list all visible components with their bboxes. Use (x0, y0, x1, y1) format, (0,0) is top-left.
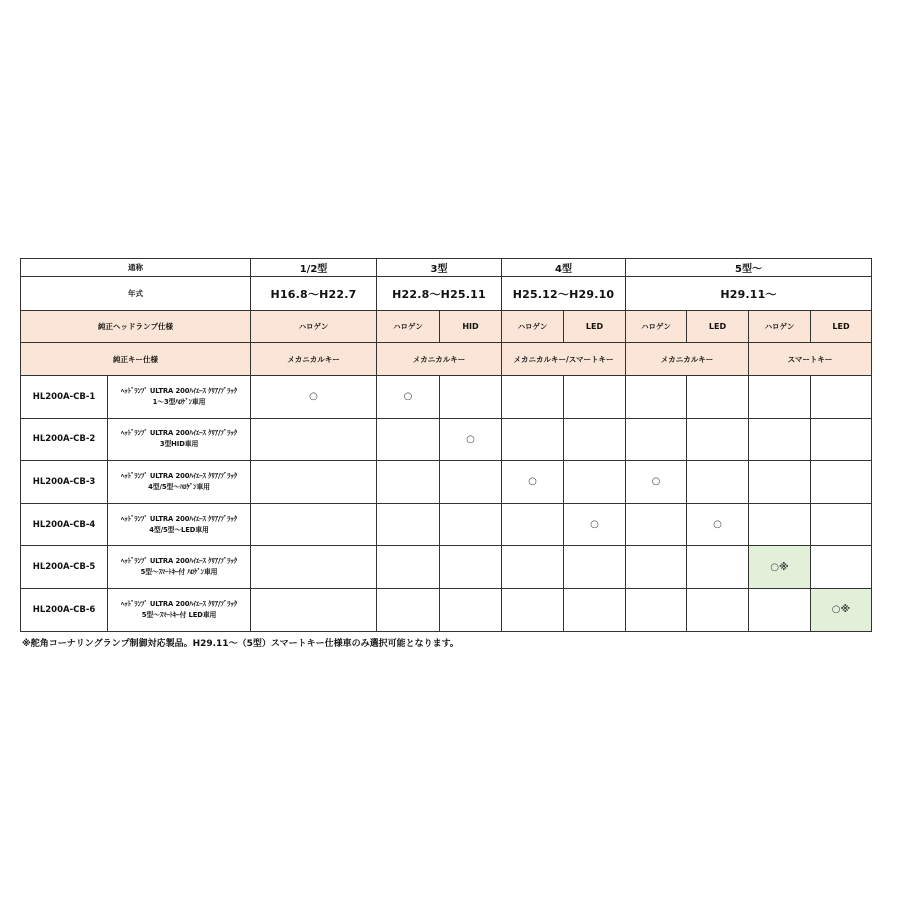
product-code: HL200A-CB-1 (21, 376, 108, 419)
fitment-cell (440, 546, 502, 589)
key-spec-cell: メカニカルキー (626, 343, 749, 376)
headlamp-spec-cell: ハロゲン (251, 311, 377, 343)
year-range-cell: H16.8～H22.7 (251, 277, 377, 311)
year-range-cell: H25.12～H29.10 (502, 277, 626, 311)
fitment-cell (811, 461, 872, 504)
fitment-cell (251, 588, 377, 631)
fitment-cell (502, 503, 564, 546)
fitment-cell (377, 588, 440, 631)
product-description-line-2: 5型～ｽﾏｰﾄｷｰ付 ﾊﾛｹﾞﾝ車用 (140, 568, 218, 577)
fitment-cell (626, 503, 687, 546)
key-spec-cell: メカニカルキー (251, 343, 377, 376)
table-row (21, 418, 872, 461)
fitment-cell (626, 546, 687, 589)
fitment-cell (377, 546, 440, 589)
product-description (108, 418, 251, 461)
fitment-cell (811, 418, 872, 461)
fitment-cell (564, 461, 626, 504)
year-header-row (21, 277, 872, 311)
product-description-line-1: ﾍｯﾄﾞﾗﾝﾌﾟ ULTRA 200ﾊｲｴｰｽ ｸﾘｱ/ﾌﾞﾗｯｸ (121, 386, 237, 395)
fitment-cell (440, 503, 502, 546)
fitment-cell (251, 503, 377, 546)
table-row (21, 376, 872, 419)
product-description-line-1: ﾍｯﾄﾞﾗﾝﾌﾟ ULTRA 200ﾊｲｴｰｽ ｸﾘｱ/ﾌﾞﾗｯｸ (121, 514, 237, 523)
headlamp-spec-cell: LED (811, 311, 872, 343)
table-row (21, 588, 872, 631)
fitment-cell (440, 461, 502, 504)
product-description (108, 376, 251, 419)
product-description-line-1: ﾍｯﾄﾞﾗﾝﾌﾟ ULTRA 200ﾊｲｴｰｽ ｸﾘｱ/ﾌﾞﾗｯｸ (121, 471, 237, 480)
fitment-cell (502, 418, 564, 461)
key-spec-cell: スマートキー (749, 343, 872, 376)
fitment-cell: ○ (564, 503, 626, 546)
fitment-cell: ○※ (811, 588, 872, 631)
generation-3-header: 3型 (377, 259, 502, 277)
product-description-line-2: 5型～ｽﾏｰﾄｷｰ付 LED車用 (141, 610, 217, 619)
fitment-cell: ○ (251, 376, 377, 419)
fitment-cell (502, 546, 564, 589)
product-description-line-2: 1～3型ﾊﾛｹﾞﾝ車用 (152, 397, 206, 406)
headlamp-spec-cell: LED (687, 311, 749, 343)
fitment-cell (749, 418, 811, 461)
fitment-cell (564, 418, 626, 461)
year-label: 年式 (21, 277, 251, 311)
key-spec-cell: メカニカルキー/スマートキー (502, 343, 626, 376)
key-spec-label: 純正キー仕様 (21, 343, 251, 376)
fitment-cell (440, 376, 502, 419)
table-row (21, 503, 872, 546)
fitment-cell (687, 418, 749, 461)
product-code: HL200A-CB-2 (21, 418, 108, 461)
fitment-cell: ○※ (749, 546, 811, 589)
headlamp-spec-cell: ハロゲン (502, 311, 564, 343)
fitment-cell (251, 546, 377, 589)
product-description-line-1: ﾍｯﾄﾞﾗﾝﾌﾟ ULTRA 200ﾊｲｴｰｽ ｸﾘｱ/ﾌﾞﾗｯｸ (121, 557, 237, 566)
fitment-cell: ○ (626, 461, 687, 504)
fitment-cell (251, 418, 377, 461)
product-code: HL200A-CB-6 (21, 588, 108, 631)
headlamp-spec-cell: LED (564, 311, 626, 343)
fitment-cell (440, 588, 502, 631)
nickname-label: 通称 (21, 259, 251, 277)
fitment-cell (626, 418, 687, 461)
fitment-cell (749, 461, 811, 504)
headlamp-spec-row (21, 311, 872, 343)
fitment-cell: ○ (502, 461, 564, 504)
product-code: HL200A-CB-4 (21, 503, 108, 546)
fitment-cell (749, 376, 811, 419)
fitment-cell (687, 376, 749, 419)
fitment-cell (626, 588, 687, 631)
table-row (21, 546, 872, 589)
headlamp-spec-cell: ハロゲン (377, 311, 440, 343)
fitment-cell (687, 461, 749, 504)
key-spec-cell: メカニカルキー (377, 343, 502, 376)
product-description (108, 461, 251, 504)
product-description-line-2: 3型HID車用 (159, 440, 199, 449)
headlamp-spec-cell: HID (440, 311, 502, 343)
headlamp-spec-cell: ハロゲン (626, 311, 687, 343)
generation-1-2-header: 1/2型 (251, 259, 377, 277)
fitment-cell: ○ (687, 503, 749, 546)
fitment-cell (377, 461, 440, 504)
product-code: HL200A-CB-3 (21, 461, 108, 504)
fitment-cell (749, 503, 811, 546)
fitment-cell (502, 376, 564, 419)
year-range-cell: H22.8～H25.11 (377, 277, 502, 311)
fitment-cell (502, 588, 564, 631)
fitment-cell (687, 588, 749, 631)
compatibility-table (20, 258, 872, 632)
generation-5-header: 5型～ (626, 259, 872, 277)
headlamp-spec-label: 純正ヘッドランプ仕様 (21, 311, 251, 343)
fitment-cell: ○ (377, 376, 440, 419)
key-spec-row (21, 343, 872, 376)
product-description (108, 503, 251, 546)
headlamp-spec-cell: ハロゲン (749, 311, 811, 343)
fitment-cell (811, 376, 872, 419)
fitment-cell (377, 418, 440, 461)
year-range-cell: H29.11～ (626, 277, 872, 311)
fitment-cell (626, 376, 687, 419)
product-code: HL200A-CB-5 (21, 546, 108, 589)
product-description-line-2: 4型/5型～ﾊﾛｹﾞﾝ車用 (148, 482, 210, 491)
fitment-cell (564, 546, 626, 589)
generation-header-row (21, 259, 872, 277)
fitment-cell (251, 461, 377, 504)
fitment-cell (749, 588, 811, 631)
footnote: ※舵角コーナリングランプ制御対応製品。H29.11～（5型）スマートキー仕様車のみ選択可能となります。 (22, 639, 459, 649)
generation-4-header: 4型 (502, 259, 626, 277)
fitment-cell (564, 376, 626, 419)
fitment-cell (377, 503, 440, 546)
product-description-line-2: 4型/5型～LED車用 (149, 525, 209, 534)
fitment-cell (687, 546, 749, 589)
table-row (21, 461, 872, 504)
fitment-cell: ○ (440, 418, 502, 461)
product-description-line-1: ﾍｯﾄﾞﾗﾝﾌﾟ ULTRA 200ﾊｲｴｰｽ ｸﾘｱ/ﾌﾞﾗｯｸ (121, 599, 237, 608)
fitment-cell (811, 546, 872, 589)
product-description (108, 588, 251, 631)
product-description (108, 546, 251, 589)
product-description-line-1: ﾍｯﾄﾞﾗﾝﾌﾟ ULTRA 200ﾊｲｴｰｽ ｸﾘｱ/ﾌﾞﾗｯｸ (121, 429, 237, 438)
fitment-cell (564, 588, 626, 631)
fitment-cell (811, 503, 872, 546)
